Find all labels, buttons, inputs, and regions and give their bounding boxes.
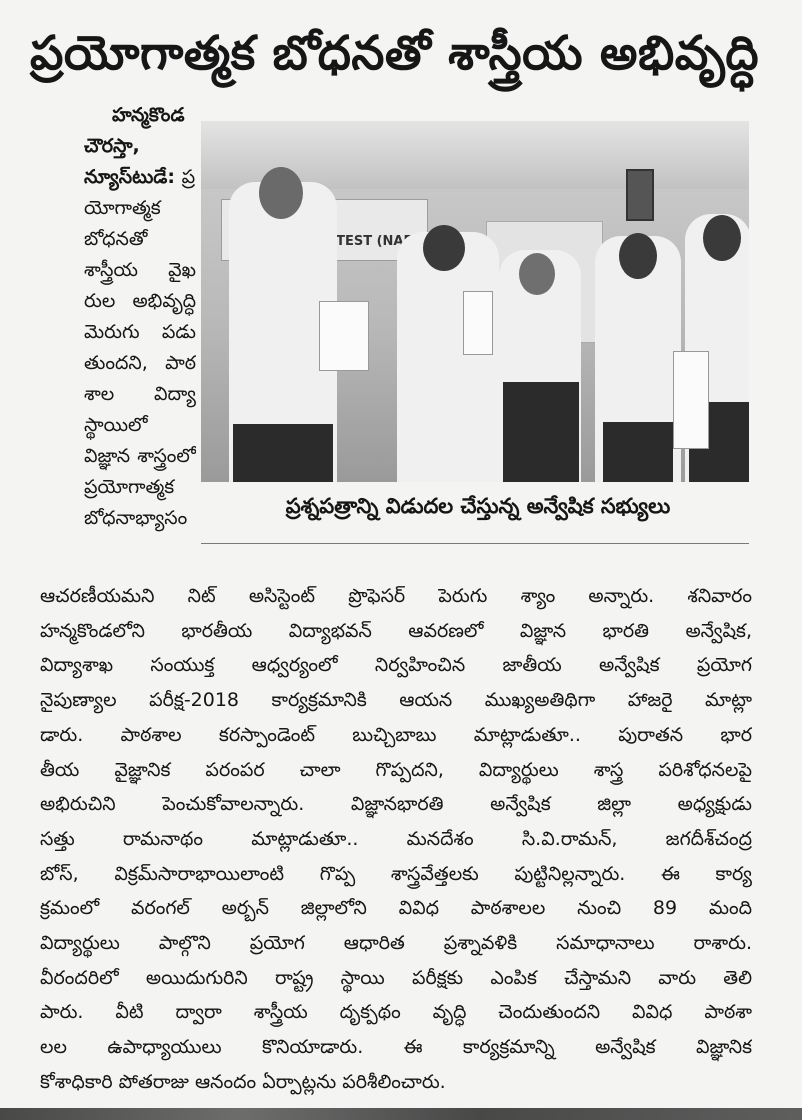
question-paper-1 bbox=[319, 301, 369, 371]
dateline-line-3 bbox=[84, 162, 196, 193]
body-line: కోశాధికారి పోతరాజు ఆనందం ఏర్పాట్లను పరిశీలించారు. bbox=[40, 1070, 446, 1093]
person-1-head bbox=[259, 167, 303, 219]
intro-line-6: మెరుగు పడు bbox=[84, 321, 196, 343]
intro-line-9: స్థాయిలో bbox=[84, 414, 148, 436]
body-line: హన్మకొండలోని భారతీయ విద్యాభవన్ ఆవరణలో విజ్ఞాన భారతి అన్వేషిక, bbox=[40, 619, 752, 642]
body-line: తీయ వైజ్ఞానిక పరంపర చాలా గొప్పదని, విద్యార్థులు శాస్త్ర పరిశోధనలపై bbox=[40, 758, 752, 781]
photo-caption: ప్రశ్నపత్రాన్ని విడుదల చేస్తున్న అన్వేషిక సభ్యులు bbox=[285, 494, 671, 518]
person-4-trousers bbox=[603, 422, 673, 482]
body-line: విద్యార్థులు పాల్గొని ప్రయోగ ఆధారిత ప్రశ్నావళికి సమాధానాలు రాశారు. bbox=[40, 932, 752, 955]
intro-line-1: ప్ర bbox=[181, 166, 196, 188]
person-5-head bbox=[703, 215, 741, 261]
caption-divider bbox=[201, 543, 749, 544]
intro-line-2: యోగాత్మక bbox=[84, 197, 161, 219]
dateline-line-2: చౌరస్తా, bbox=[84, 135, 140, 157]
person-4-head bbox=[619, 233, 657, 279]
wall-portrait bbox=[626, 169, 654, 221]
body-line: వీరందరిలో అయిదుగురిని రాష్ట్ర స్థాయి పరీక్షకు ఎంపిక చేస్తామని వారు తెలి bbox=[40, 966, 752, 989]
article-intro-column bbox=[84, 100, 196, 534]
person-1-trousers bbox=[233, 424, 333, 482]
article-body bbox=[40, 579, 752, 1100]
intro-line-4: శాస్త్రీయ వైఖ bbox=[84, 259, 196, 281]
person-2-head bbox=[423, 225, 465, 271]
intro-line-7: తుందని, పాఠ bbox=[84, 352, 196, 374]
dateline-source: న్యూస్‌టుడే: bbox=[84, 166, 175, 188]
question-paper-3 bbox=[673, 351, 709, 449]
next-article-edge bbox=[0, 1108, 802, 1120]
body-line: నైపుణ్యాల పరీక్ష-2018 కార్యక్రమానికి ఆయన ముఖ్యఅతిథిగా హాజరై మాట్లా bbox=[40, 689, 752, 712]
banner-line-2: TEST (NAES bbox=[336, 234, 422, 249]
person-3-trousers bbox=[503, 382, 579, 482]
intro-line-12: బోధనాభ్యాసం bbox=[84, 507, 188, 529]
intro-line-11: ప్రయోగాత్మక bbox=[84, 476, 175, 498]
intro-line-10: విజ్ఞాన శాస్త్రంలో bbox=[84, 445, 196, 467]
intro-line-8: శాల విద్యా bbox=[84, 383, 196, 405]
dateline-line-1: హన్మకొండ bbox=[112, 104, 185, 126]
body-line: డారు. పాఠశాల కరస్పాండెంట్ బుచ్చిబాబు మాట్లాడుతూ.. పురాతన భార bbox=[40, 723, 752, 746]
person-3-head bbox=[519, 253, 555, 295]
body-line: బోస్, విక్రమ్‌సారాభాయిలాంటి గొప్ప శాస్త్రవేత్తలకు పుట్టినిల్లన్నారు. ఈ కార్య bbox=[40, 862, 752, 885]
body-line: విద్యాశాఖ సంయుక్త ఆధ్వర్యంలో నిర్వహించిన జాతీయ అన్వేషిక ప్రయోగ bbox=[40, 654, 752, 677]
question-paper-2 bbox=[463, 291, 493, 355]
headline: ప్రయోగాత్మక బోధనతో శాస్త్రీయ అభివృద్ధి bbox=[30, 26, 760, 81]
news-photo bbox=[201, 121, 749, 482]
body-line: సత్తు రామనాథం మాట్లాడుతూ.. మనదేశం సి.వి.రామన్, జగదీశ్‌చంద్ర bbox=[40, 827, 752, 850]
body-line: క్రమంలో వరంగల్ అర్బన్ జిల్లాలోని వివిధ పాఠశాలల నుంచి 89 మంది bbox=[40, 897, 752, 920]
intro-line-3: బోధనతో bbox=[84, 228, 148, 250]
body-line: ఆచరణీయమని నిట్ అసిస్టెంట్ ప్రొఫెసర్ పెరుగు శ్యాం అన్నారు. శనివారం bbox=[40, 585, 752, 607]
body-line: లల ఉపాధ్యాయులు కొనియాడారు. ఈ కార్యక్రమాన్ని అన్వేషిక విజ్ఞానిక bbox=[40, 1036, 752, 1059]
body-line: పారు. వీటి ద్వారా శాస్త్రీయ దృక్పథం వృద్ధి చెందుతుందని వివిధ పాఠశా bbox=[40, 1001, 752, 1024]
intro-line-5: రుల అభివృద్ధి bbox=[84, 290, 196, 312]
body-line: అభిరుచిని పెంచుకోవాలన్నారు. విజ్ఞానభారతి అన్వేషిక జిల్లా అధ్యక్షుడు bbox=[40, 793, 752, 816]
